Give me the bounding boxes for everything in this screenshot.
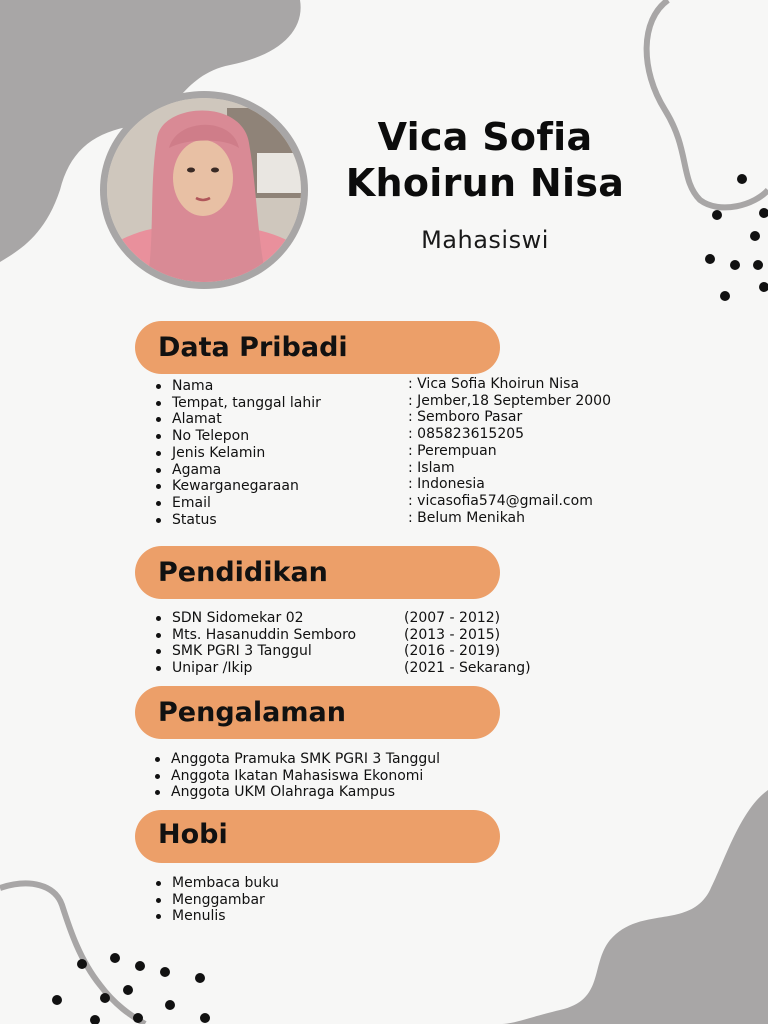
list-item: Agama — [154, 462, 321, 479]
value-item: : Vica Sofia Khoirun Nisa — [408, 376, 580, 392]
experience-list — [153, 751, 440, 801]
list-item: Membaca buku — [154, 875, 279, 892]
name-line-1: Vica Sofia — [377, 115, 593, 159]
list-item: Menggambar — [154, 892, 279, 909]
list-item: Mts. Hasanuddin Semboro — [154, 627, 356, 644]
name-line-2: Khoirun Nisa — [345, 161, 625, 205]
list-item: SMK PGRI 3 Tanggul — [154, 643, 356, 660]
list-item: Anggota Pramuka SMK PGRI 3 Tanggul — [153, 751, 440, 768]
role-title: Mahasiswi — [421, 226, 549, 254]
list-item: No Telepon — [154, 428, 321, 445]
list-item: Email — [154, 495, 321, 512]
list-item: Nama — [154, 378, 321, 395]
list-item: Unipar /Ikip — [154, 660, 356, 677]
top-right-outline — [647, 0, 768, 207]
education-list — [154, 610, 356, 677]
value-item: : Semboro Pasar — [408, 409, 523, 426]
bottom-right-blob — [500, 790, 768, 1024]
value-item: : Islam — [408, 459, 455, 476]
value-item: : Belum Menikah — [408, 509, 526, 526]
list-item: Anggota UKM Olahraga Kampus — [153, 784, 440, 801]
list-item: Alamat — [154, 411, 321, 428]
value-item: : Jember,18 September 2000 — [408, 392, 611, 409]
full-name — [330, 114, 640, 206]
hobbies-list — [154, 875, 279, 925]
personal-data-list — [154, 378, 321, 528]
personal-data-values — [390, 376, 611, 526]
value-item: : Perempuan — [408, 442, 497, 459]
top-right-dots — [705, 174, 768, 301]
year-item: (2021 - Sekarang) — [404, 660, 531, 677]
section-title-education: Pendidikan — [158, 557, 328, 588]
value-item: : vicasofia574@gmail.com — [408, 492, 593, 509]
list-item: Status — [154, 512, 321, 529]
profile-photo — [100, 91, 308, 289]
list-item: Menulis — [154, 908, 279, 925]
bottom-left-outline — [0, 883, 145, 1024]
year-item: (2016 - 2019) — [404, 643, 501, 660]
section-title-hobbies: Hobi — [158, 819, 228, 850]
list-item: Jenis Kelamin — [154, 445, 321, 462]
section-title-experience: Pengalaman — [158, 697, 346, 728]
year-item: (2007 - 2012) — [404, 610, 501, 626]
list-item: Tempat, tanggal lahir — [154, 395, 321, 412]
list-item: SDN Sidomekar 02 — [154, 610, 356, 627]
portrait-illustration — [107, 98, 301, 282]
list-item: Anggota Ikatan Mahasiswa Ekonomi — [153, 768, 440, 785]
year-item: (2013 - 2015) — [404, 626, 501, 643]
value-item: : 085823615205 — [408, 426, 525, 443]
section-title-personal: Data Pribadi — [158, 332, 348, 363]
education-years — [386, 610, 531, 677]
list-item: Kewarganegaraan — [154, 478, 321, 495]
avatar — [107, 98, 301, 282]
value-item: : Indonesia — [408, 476, 485, 493]
